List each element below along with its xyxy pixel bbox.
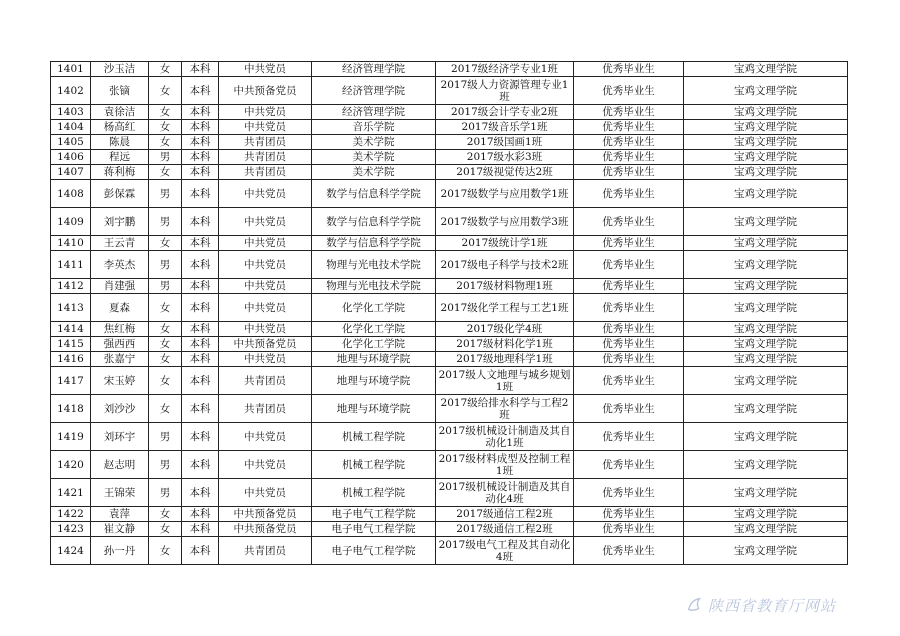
college-cell: 电子电气工程学院 <box>312 537 436 565</box>
class-name-cell: 2017级水彩3班 <box>436 150 574 165</box>
college-cell: 数学与信息科学学院 <box>312 236 436 251</box>
table-body <box>51 62 848 565</box>
honor-cell: 优秀毕业生 <box>574 294 684 322</box>
school-cell: 宝鸡文理学院 <box>684 451 848 479</box>
education-cell: 本科 <box>182 451 219 479</box>
gender-cell: 女 <box>149 352 182 367</box>
gender-cell: 男 <box>149 150 182 165</box>
site-logo-icon <box>686 596 704 614</box>
education-cell: 本科 <box>182 77 219 105</box>
table-row <box>51 62 848 77</box>
college-cell: 化学化工学院 <box>312 294 436 322</box>
class-name-cell: 2017级给排水科学与工程2班 <box>436 395 574 423</box>
class-name-cell: 2017级电子科学与技术2班 <box>436 251 574 279</box>
honor-cell: 优秀毕业生 <box>574 395 684 423</box>
school-cell: 宝鸡文理学院 <box>684 120 848 135</box>
honor-cell: 优秀毕业生 <box>574 135 684 150</box>
row-number-cell: 1405 <box>51 135 91 150</box>
college-cell: 电子电气工程学院 <box>312 522 436 537</box>
education-cell: 本科 <box>182 322 219 337</box>
student-name-cell: 沙玉洁 <box>91 62 149 77</box>
college-cell: 机械工程学院 <box>312 451 436 479</box>
class-name-cell: 2017级人文地理与城乡规划1班 <box>436 367 574 395</box>
table-row <box>51 423 848 451</box>
table-row <box>51 150 848 165</box>
gender-cell: 女 <box>149 507 182 522</box>
class-name-cell: 2017级人力资源管理专业1班 <box>436 77 574 105</box>
student-name-cell: 张镝 <box>91 77 149 105</box>
honor-cell: 优秀毕业生 <box>574 251 684 279</box>
college-cell: 机械工程学院 <box>312 479 436 507</box>
honor-cell: 优秀毕业生 <box>574 322 684 337</box>
gender-cell: 女 <box>149 522 182 537</box>
student-name-cell: 杨高红 <box>91 120 149 135</box>
table-row <box>51 322 848 337</box>
student-name-cell: 焦红梅 <box>91 322 149 337</box>
row-number-cell: 1414 <box>51 322 91 337</box>
political-status-cell: 中共党员 <box>219 208 312 236</box>
political-status-cell: 中共预备党员 <box>219 507 312 522</box>
political-status-cell: 中共党员 <box>219 279 312 294</box>
table-row <box>51 105 848 120</box>
student-name-cell: 赵志明 <box>91 451 149 479</box>
class-name-cell: 2017级通信工程2班 <box>436 507 574 522</box>
gender-cell: 女 <box>149 537 182 565</box>
table-row <box>51 507 848 522</box>
table-row <box>51 251 848 279</box>
row-number-cell: 1408 <box>51 180 91 208</box>
education-cell: 本科 <box>182 479 219 507</box>
college-cell: 数学与信息科学学院 <box>312 208 436 236</box>
political-status-cell: 共青团员 <box>219 367 312 395</box>
political-status-cell: 共青团员 <box>219 165 312 180</box>
class-name-cell: 2017级会计学专业2班 <box>436 105 574 120</box>
education-cell: 本科 <box>182 180 219 208</box>
political-status-cell: 中共党员 <box>219 352 312 367</box>
college-cell: 经济管理学院 <box>312 105 436 120</box>
row-number-cell: 1419 <box>51 423 91 451</box>
row-number-cell: 1410 <box>51 236 91 251</box>
row-number-cell: 1421 <box>51 479 91 507</box>
school-cell: 宝鸡文理学院 <box>684 208 848 236</box>
college-cell: 美术学院 <box>312 135 436 150</box>
gender-cell: 女 <box>149 77 182 105</box>
school-cell: 宝鸡文理学院 <box>684 322 848 337</box>
honor-cell: 优秀毕业生 <box>574 180 684 208</box>
college-cell: 物理与光电技术学院 <box>312 251 436 279</box>
row-number-cell: 1403 <box>51 105 91 120</box>
gender-cell: 男 <box>149 251 182 279</box>
table-row <box>51 180 848 208</box>
honor-cell: 优秀毕业生 <box>574 367 684 395</box>
table-row <box>51 279 848 294</box>
school-cell: 宝鸡文理学院 <box>684 294 848 322</box>
class-name-cell: 2017级化学4班 <box>436 322 574 337</box>
site-watermark <box>686 594 846 616</box>
gender-cell: 女 <box>149 322 182 337</box>
college-cell: 电子电气工程学院 <box>312 507 436 522</box>
student-name-cell: 刘沙沙 <box>91 395 149 423</box>
student-name-cell: 夏森 <box>91 294 149 322</box>
education-cell: 本科 <box>182 507 219 522</box>
political-status-cell: 中共党员 <box>219 479 312 507</box>
college-cell: 美术学院 <box>312 165 436 180</box>
school-cell: 宝鸡文理学院 <box>684 236 848 251</box>
honor-cell: 优秀毕业生 <box>574 165 684 180</box>
honor-cell: 优秀毕业生 <box>574 522 684 537</box>
school-cell: 宝鸡文理学院 <box>684 479 848 507</box>
student-name-cell: 肖建强 <box>91 279 149 294</box>
school-cell: 宝鸡文理学院 <box>684 367 848 395</box>
gender-cell: 女 <box>149 165 182 180</box>
student-name-cell: 宋玉婷 <box>91 367 149 395</box>
class-name-cell: 2017级材料成型及控制工程1班 <box>436 451 574 479</box>
college-cell: 地理与环境学院 <box>312 352 436 367</box>
row-number-cell: 1409 <box>51 208 91 236</box>
row-number-cell: 1416 <box>51 352 91 367</box>
row-number-cell: 1406 <box>51 150 91 165</box>
political-status-cell: 中共党员 <box>219 105 312 120</box>
table-row <box>51 537 848 565</box>
school-cell: 宝鸡文理学院 <box>684 251 848 279</box>
honor-cell: 优秀毕业生 <box>574 236 684 251</box>
school-cell: 宝鸡文理学院 <box>684 395 848 423</box>
political-status-cell: 中共党员 <box>219 180 312 208</box>
political-status-cell: 共青团员 <box>219 537 312 565</box>
honor-cell: 优秀毕业生 <box>574 62 684 77</box>
row-number-cell: 1415 <box>51 337 91 352</box>
honor-cell: 优秀毕业生 <box>574 150 684 165</box>
student-name-cell: 蒋利梅 <box>91 165 149 180</box>
political-status-cell: 中共党员 <box>219 251 312 279</box>
gender-cell: 男 <box>149 423 182 451</box>
student-name-cell: 刘环宇 <box>91 423 149 451</box>
watermark-text: 陕西省教育厅网站 <box>708 596 837 615</box>
school-cell: 宝鸡文理学院 <box>684 352 848 367</box>
table-row <box>51 352 848 367</box>
table-row <box>51 120 848 135</box>
political-status-cell: 中共党员 <box>219 423 312 451</box>
table-row <box>51 208 848 236</box>
education-cell: 本科 <box>182 165 219 180</box>
school-cell: 宝鸡文理学院 <box>684 522 848 537</box>
school-cell: 宝鸡文理学院 <box>684 337 848 352</box>
table-row <box>51 165 848 180</box>
gender-cell: 男 <box>149 180 182 208</box>
education-cell: 本科 <box>182 522 219 537</box>
political-status-cell: 共青团员 <box>219 395 312 423</box>
student-name-cell: 袁萍 <box>91 507 149 522</box>
college-cell: 化学化工学院 <box>312 322 436 337</box>
political-status-cell: 中共预备党员 <box>219 522 312 537</box>
honor-cell: 优秀毕业生 <box>574 352 684 367</box>
gender-cell: 女 <box>149 135 182 150</box>
education-cell: 本科 <box>182 294 219 322</box>
class-name-cell: 2017级地理科学1班 <box>436 352 574 367</box>
student-name-cell: 王锦荣 <box>91 479 149 507</box>
college-cell: 数学与信息科学学院 <box>312 180 436 208</box>
education-cell: 本科 <box>182 279 219 294</box>
table-row <box>51 294 848 322</box>
gender-cell: 男 <box>149 208 182 236</box>
gender-cell: 男 <box>149 279 182 294</box>
row-number-cell: 1401 <box>51 62 91 77</box>
class-name-cell: 2017级材料物理1班 <box>436 279 574 294</box>
table-row <box>51 395 848 423</box>
gender-cell: 女 <box>149 120 182 135</box>
college-cell: 地理与环境学院 <box>312 367 436 395</box>
honor-cell: 优秀毕业生 <box>574 105 684 120</box>
political-status-cell: 中共党员 <box>219 451 312 479</box>
political-status-cell: 中共党员 <box>219 62 312 77</box>
table-row <box>51 337 848 352</box>
education-cell: 本科 <box>182 150 219 165</box>
political-status-cell: 共青团员 <box>219 135 312 150</box>
honor-cell: 优秀毕业生 <box>574 279 684 294</box>
class-name-cell: 2017级视觉传达2班 <box>436 165 574 180</box>
education-cell: 本科 <box>182 105 219 120</box>
school-cell: 宝鸡文理学院 <box>684 180 848 208</box>
school-cell: 宝鸡文理学院 <box>684 77 848 105</box>
table-row <box>51 367 848 395</box>
row-number-cell: 1412 <box>51 279 91 294</box>
row-number-cell: 1423 <box>51 522 91 537</box>
table-row <box>51 77 848 105</box>
gender-cell: 女 <box>149 337 182 352</box>
college-cell: 经济管理学院 <box>312 62 436 77</box>
school-cell: 宝鸡文理学院 <box>684 150 848 165</box>
school-cell: 宝鸡文理学院 <box>684 423 848 451</box>
class-name-cell: 2017级数学与应用数学3班 <box>436 208 574 236</box>
table-row <box>51 522 848 537</box>
class-name-cell: 2017级材料化学1班 <box>436 337 574 352</box>
political-status-cell: 中共党员 <box>219 120 312 135</box>
education-cell: 本科 <box>182 208 219 236</box>
honor-cell: 优秀毕业生 <box>574 507 684 522</box>
political-status-cell: 中共党员 <box>219 322 312 337</box>
honor-cell: 优秀毕业生 <box>574 77 684 105</box>
school-cell: 宝鸡文理学院 <box>684 62 848 77</box>
education-cell: 本科 <box>182 423 219 451</box>
student-name-cell: 张嘉宁 <box>91 352 149 367</box>
row-number-cell: 1413 <box>51 294 91 322</box>
row-number-cell: 1407 <box>51 165 91 180</box>
gender-cell: 女 <box>149 367 182 395</box>
school-cell: 宝鸡文理学院 <box>684 105 848 120</box>
student-name-cell: 王云青 <box>91 236 149 251</box>
school-cell: 宝鸡文理学院 <box>684 537 848 565</box>
row-number-cell: 1420 <box>51 451 91 479</box>
political-status-cell: 中共党员 <box>219 236 312 251</box>
education-cell: 本科 <box>182 120 219 135</box>
education-cell: 本科 <box>182 62 219 77</box>
college-cell: 地理与环境学院 <box>312 395 436 423</box>
honor-cell: 优秀毕业生 <box>574 423 684 451</box>
row-number-cell: 1404 <box>51 120 91 135</box>
class-name-cell: 2017级统计学1班 <box>436 236 574 251</box>
class-name-cell: 2017级国画1班 <box>436 135 574 150</box>
student-name-cell: 程远 <box>91 150 149 165</box>
honor-cell: 优秀毕业生 <box>574 479 684 507</box>
political-status-cell: 中共预备党员 <box>219 337 312 352</box>
gender-cell: 女 <box>149 105 182 120</box>
political-status-cell: 中共党员 <box>219 294 312 322</box>
honor-cell: 优秀毕业生 <box>574 208 684 236</box>
table-row <box>51 479 848 507</box>
college-cell: 音乐学院 <box>312 120 436 135</box>
school-cell: 宝鸡文理学院 <box>684 135 848 150</box>
honor-cell: 优秀毕业生 <box>574 337 684 352</box>
student-name-cell: 陈晨 <box>91 135 149 150</box>
education-cell: 本科 <box>182 352 219 367</box>
class-name-cell: 2017级通信工程2班 <box>436 522 574 537</box>
education-cell: 本科 <box>182 236 219 251</box>
honor-cell: 优秀毕业生 <box>574 451 684 479</box>
table-row <box>51 451 848 479</box>
education-cell: 本科 <box>182 395 219 423</box>
college-cell: 美术学院 <box>312 150 436 165</box>
class-name-cell: 2017级数学与应用数学1班 <box>436 180 574 208</box>
row-number-cell: 1424 <box>51 537 91 565</box>
gender-cell: 男 <box>149 451 182 479</box>
class-name-cell: 2017级机械设计制造及其自动化1班 <box>436 423 574 451</box>
student-name-cell: 孙一丹 <box>91 537 149 565</box>
college-cell: 化学化工学院 <box>312 337 436 352</box>
row-number-cell: 1402 <box>51 77 91 105</box>
student-name-cell: 刘宇鹏 <box>91 208 149 236</box>
honor-cell: 优秀毕业生 <box>574 537 684 565</box>
college-cell: 物理与光电技术学院 <box>312 279 436 294</box>
table-row <box>51 236 848 251</box>
gender-cell: 女 <box>149 236 182 251</box>
row-number-cell: 1411 <box>51 251 91 279</box>
gender-cell: 女 <box>149 395 182 423</box>
political-status-cell: 中共预备党员 <box>219 77 312 105</box>
graduates-table <box>50 61 848 565</box>
row-number-cell: 1417 <box>51 367 91 395</box>
education-cell: 本科 <box>182 135 219 150</box>
row-number-cell: 1418 <box>51 395 91 423</box>
education-cell: 本科 <box>182 337 219 352</box>
class-name-cell: 2017级音乐学1班 <box>436 120 574 135</box>
education-cell: 本科 <box>182 537 219 565</box>
political-status-cell: 共青团员 <box>219 150 312 165</box>
gender-cell: 女 <box>149 62 182 77</box>
college-cell: 经济管理学院 <box>312 77 436 105</box>
gender-cell: 女 <box>149 294 182 322</box>
class-name-cell: 2017级经济学专业1班 <box>436 62 574 77</box>
student-name-cell: 李英杰 <box>91 251 149 279</box>
student-name-cell: 强西西 <box>91 337 149 352</box>
row-number-cell: 1422 <box>51 507 91 522</box>
student-name-cell: 袁徐洁 <box>91 105 149 120</box>
student-name-cell: 崔文静 <box>91 522 149 537</box>
education-cell: 本科 <box>182 367 219 395</box>
class-name-cell: 2017级化学工程与工艺1班 <box>436 294 574 322</box>
honor-cell: 优秀毕业生 <box>574 120 684 135</box>
education-cell: 本科 <box>182 251 219 279</box>
school-cell: 宝鸡文理学院 <box>684 507 848 522</box>
class-name-cell: 2017级电气工程及其自动化4班 <box>436 537 574 565</box>
school-cell: 宝鸡文理学院 <box>684 279 848 294</box>
gender-cell: 男 <box>149 479 182 507</box>
table-row <box>51 135 848 150</box>
student-name-cell: 彭保霖 <box>91 180 149 208</box>
school-cell: 宝鸡文理学院 <box>684 165 848 180</box>
college-cell: 机械工程学院 <box>312 423 436 451</box>
class-name-cell: 2017级机械设计制造及其自动化4班 <box>436 479 574 507</box>
